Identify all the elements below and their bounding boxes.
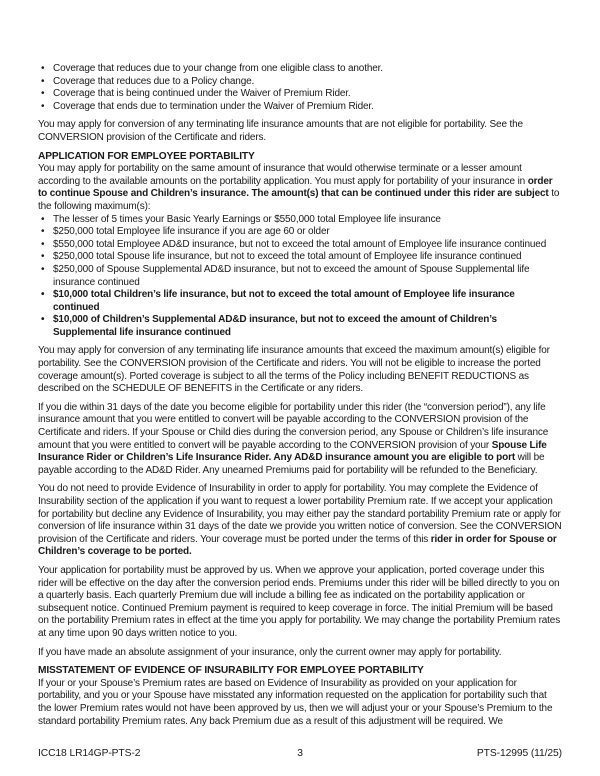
termination-conditions-list: [38, 63, 562, 113]
list-item: • $550,000 total Employee AD&D insurance, but not to exceed the total amount of Employee life insurance continued: [38, 239, 562, 252]
footer-doc-number: PTS-12995 (11/25): [476, 748, 563, 759]
page-footer: [38, 748, 562, 759]
misstatement-paragraph: If your or your Spouse’s Premium rates are based on Evidence of Insurability as provided on your application for portability, and you or your Spouse have misstated any information requested on the application for portability such that the lower Premium rates would not have been approved by us, then we will adjust your or your Spouse’s Premium to the standard portability Premium rates. Any back Premium due as a result of this adjustment will be required. We: [38, 677, 553, 727]
list-item: • $250,000 total Spouse life insurance, but not to exceed the total amount of Employee life insurance continued: [38, 251, 562, 264]
evidence-of-insurability-paragraph: [38, 483, 562, 559]
footer-form-number: ICC18 LR14GP-PTS-2: [38, 748, 141, 759]
text-run: will be payable according to the AD&D Rider. Any unearned Premiums paid for portability will be refunded to the Beneficiary.: [38, 452, 545, 476]
portability-intro-paragraph: [38, 163, 562, 213]
conversion-excess-paragraph: You may apply for conversion of any terminating life insurance amounts that exceed the maximum amount(s) eligible for portability. See the CONVERSION provision of the Certificate and riders. You will not be eligible to increase the ported coverage amount(s). Ported coverage is subject to all the terms of the Policy including BENEFIT REDUCTIONS as described on the SCHEDULE OF BENEFITS in the Certificate or any riders.: [38, 345, 550, 395]
text-run: You do not need to provide Evidence of Insurability in order to apply for portability. You may complete the Evidence of Insurability section of the application if you want to request a lower portability Premium rate. If we accept your application for portability but decline any Evidence of Insurability, you may either pay the standard portability Premium rate or apply for conversion of life insurance within 31 days of the date we provide you written notice of conversion. See the CONVERSION provision of the Certificate and riders. Your coverage must be ported under the terms of this: [38, 483, 562, 545]
conversion-period-paragraph: [38, 402, 562, 478]
footer-page-number: 3: [297, 748, 303, 759]
text-run-bold: order to continue Spouse and Children’s insurance. The amount(s) that can be continued under this rider are subject: [38, 175, 553, 200]
text-run-bold: Spouse Life Insurance Rider or Children’s Life Insurance Rider. Any AD&D insurance amount you are eligible to port: [38, 439, 547, 464]
list-item: • Coverage that reduces due to a Policy change.: [38, 76, 562, 89]
conversion-note-paragraph: You may apply for conversion of any terminating life insurance amounts that are not eligible for portability. See the CONVERSION provision of the Certificate and riders.: [38, 119, 523, 143]
list-item: • $10,000 total Children’s life insurance, but not to exceed the total amount of Employee life insurance continued: [38, 289, 562, 314]
list-item: • $10,000 of Children’s Supplemental AD&D insurance, but not to exceed the amount of Children’s Supplemental life insurance continued: [38, 314, 562, 339]
list-item: • $250,000 total Employee life insurance if you are age 60 or older: [38, 226, 562, 239]
list-item: • The lesser of 5 times your Basic Yearly Earnings or $550,000 total Employee life insurance: [38, 214, 562, 227]
misstatement-section-heading: MISSTATEMENT OF EVIDENCE OF INSURABILITY FOR EMPLOYEE PORTABILITY: [38, 665, 424, 677]
list-item: • Coverage that reduces due to your change from one eligible class to another.: [38, 63, 562, 76]
text-run-bold: rider in order for Spouse or Children’s coverage to be ported.: [38, 533, 557, 558]
text-run: If you die within 31 days of the date you become eligible for portability under this rider (the “conversion period”), any life insurance amount that you were entitled to convert will be payable according to the CONVERSION provision of the Certificate and riders. If your Spouse or Child dies during the conversion period, any Spouse or Children’s life insurance amount that you were entitled to convert will be payable according to the CONVERSION provision of your: [38, 401, 549, 451]
text-run: You may apply for portability on the same amount of insurance that would otherwise terminate or a lesser amount according to the available amounts on the portability application. You must apply for portability of your insurance in: [38, 163, 528, 187]
text-run: to the following maximum(s):: [38, 188, 560, 212]
list-item: • Coverage that is being continued under the Waiver of Premium Rider.: [38, 88, 562, 101]
application-section-heading: APPLICATION FOR EMPLOYEE PORTABILITY: [38, 150, 255, 162]
maximum-amounts-list: [38, 214, 562, 340]
list-item: • $250,000 of Spouse Supplemental AD&D insurance, but not to exceed the amount of Spouse Supplemental life insurance continued: [38, 264, 562, 289]
assignment-paragraph: If you have made an absolute assignment of your insurance, only the current owner may apply for portability.: [38, 646, 502, 658]
approval-paragraph: Your application for portability must be approved by us. When we approve your application, ported coverage under this rider will be effective on the day after the conversion period ends. Premiums under this rider will be billed directly to you on a quarterly basis. Each quarterly Premium due will include a billing fee as indicated on the portability application or subsequent notice. Continued Premium payment is required to keep coverage in force. The initial Premium will be based on the portability Premium rates in effect at the time you apply for portability. We may change the portability Premium rates at any time upon 90 days written notice to you.: [38, 564, 561, 639]
list-item: • Coverage that ends due to termination under the Waiver of Premium Rider.: [38, 101, 562, 114]
